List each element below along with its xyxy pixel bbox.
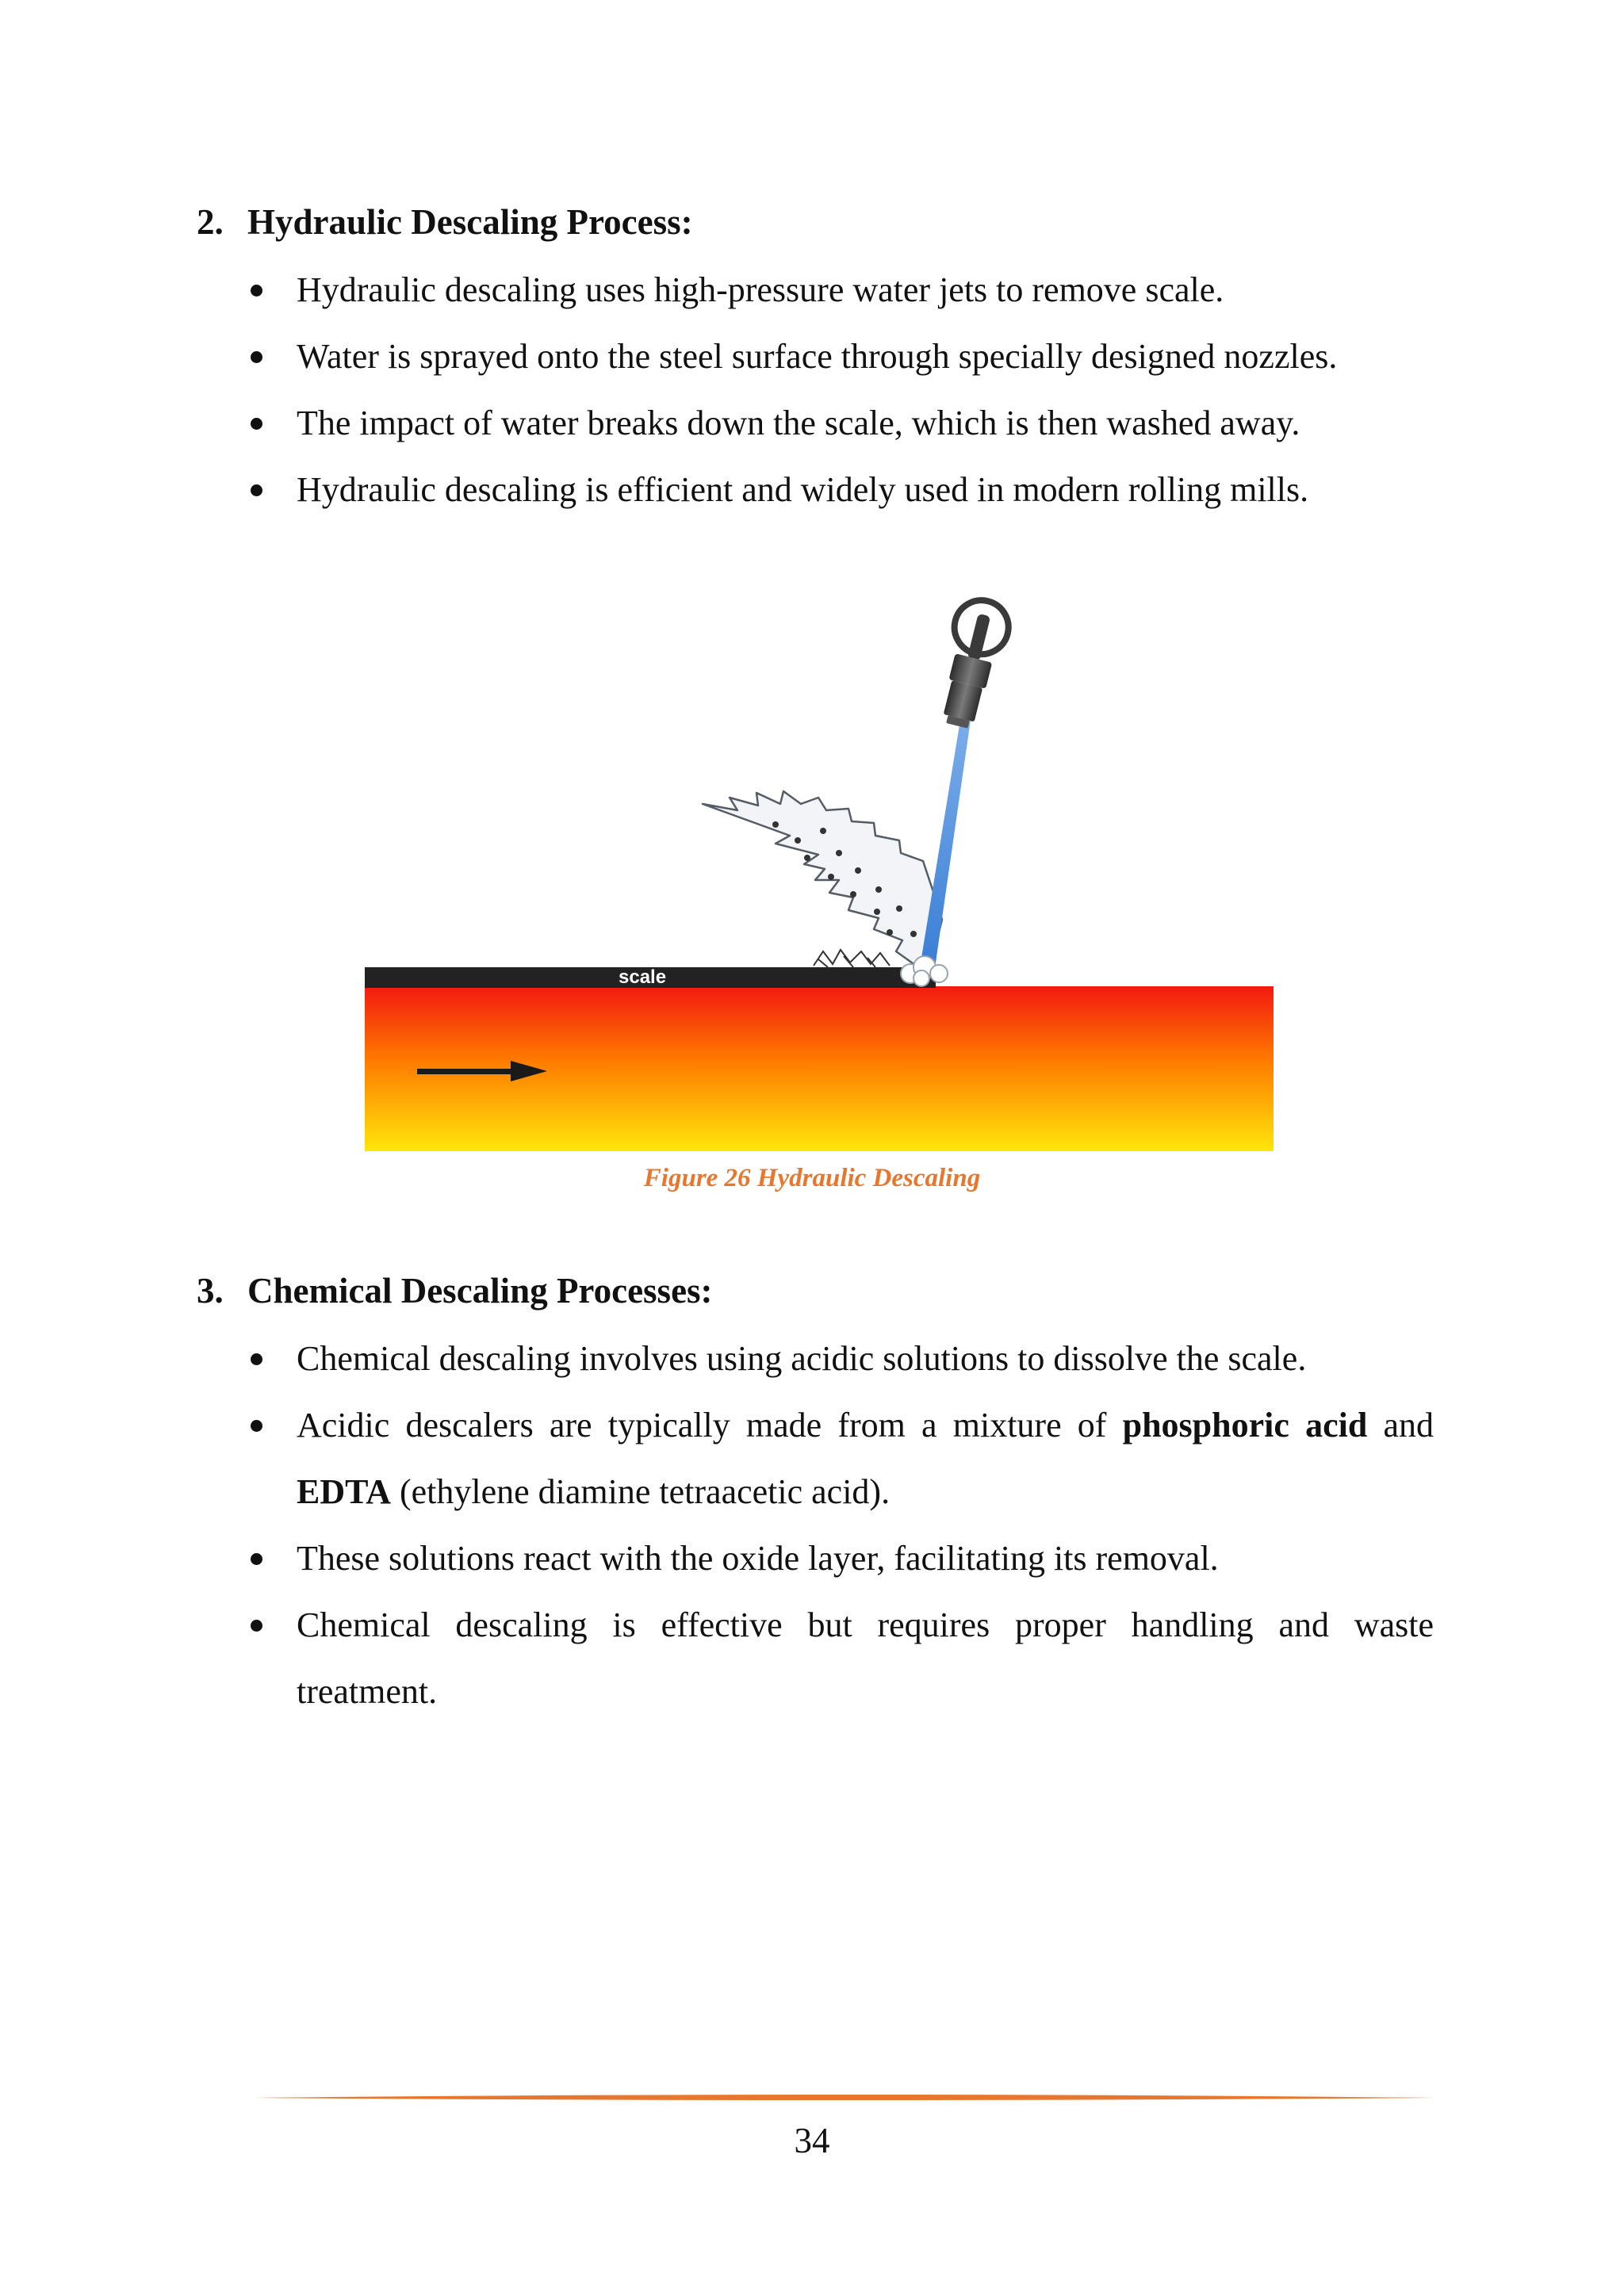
section-number: 3.	[197, 1271, 224, 1311]
section-heading-hydraulic	[197, 200, 693, 244]
bullet-text: Chemical descaling involves using acidic solutions to dissolve the scale.	[297, 1339, 1307, 1378]
chemical-bullet-list	[247, 1326, 1434, 1725]
bullet-icon	[251, 484, 262, 496]
water-jet	[921, 706, 972, 962]
section-number: 2.	[197, 202, 224, 242]
bullet-icon	[251, 1420, 262, 1432]
list-item	[247, 1392, 1434, 1525]
bullet-icon	[251, 418, 262, 430]
bullet-icon	[251, 285, 262, 297]
section-title: Hydraulic Descaling Process:	[247, 202, 693, 242]
bullet-icon	[251, 351, 262, 363]
section-title: Chemical Descaling Processes:	[247, 1271, 713, 1311]
scale-debris-splash	[703, 791, 942, 967]
nozzle-icon	[931, 595, 1014, 733]
bullet-text: Hydraulic descaling uses high-pressure water jets to remove scale.	[297, 270, 1224, 309]
bullet-text: The impact of water breaks down the scale, which is then washed away.	[297, 404, 1300, 442]
list-item	[247, 323, 1434, 390]
bullet-icon	[251, 1620, 262, 1632]
bullet-text: Chemical descaling is effective but requires proper handling and waste treatment.	[297, 1605, 1434, 1711]
scale-label: scale	[619, 966, 667, 988]
list-item	[247, 1525, 1434, 1592]
page-number: 34	[794, 2121, 830, 2160]
bullet-text-part: and	[1367, 1406, 1434, 1445]
bold-term-edta: EDTA	[297, 1472, 391, 1511]
footer-divider	[254, 2093, 1435, 2103]
list-item	[247, 457, 1434, 523]
bullet-icon	[251, 1353, 262, 1365]
bullet-icon	[251, 1553, 262, 1565]
hydraulic-descaling-figure	[363, 579, 1275, 1158]
figure-caption: Figure 26 Hydraulic Descaling	[643, 1164, 981, 1192]
list-item	[247, 390, 1434, 457]
list-item	[247, 1592, 1434, 1725]
bullet-text: Hydraulic descaling is efficient and widely used in modern rolling mills.	[297, 470, 1309, 509]
bullet-text: These solutions react with the oxide layer, facilitating its removal.	[297, 1539, 1219, 1578]
cracked-scale-fragments	[814, 950, 890, 967]
bullet-text-part: Acidic descalers are typically made from a mixture of	[297, 1406, 1123, 1445]
bullet-text-part: (ethylene diamine tetraacetic acid).	[390, 1472, 891, 1511]
list-item	[247, 257, 1434, 323]
section-heading-chemical	[197, 1269, 713, 1313]
list-item	[247, 1326, 1434, 1392]
hydraulic-bullet-list	[247, 257, 1434, 523]
bullet-text: Water is sprayed onto the steel surface through specially designed nozzles.	[297, 337, 1338, 376]
bold-term-phosphoric-acid: phosphoric acid	[1122, 1406, 1368, 1445]
bullet-text	[297, 1392, 1434, 1525]
